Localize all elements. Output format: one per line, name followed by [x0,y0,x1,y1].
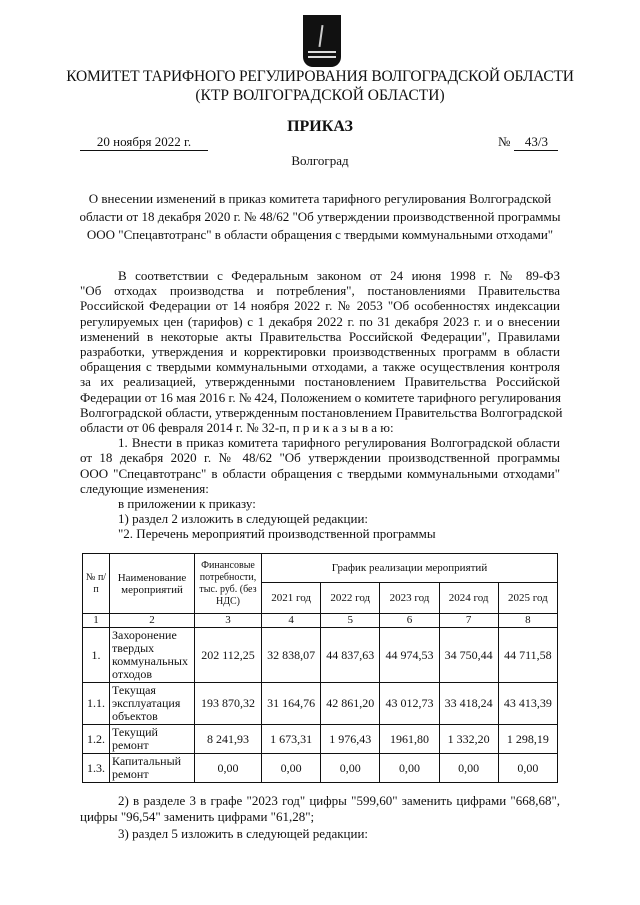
text-line: регулируемых цен (тарифов) с 1 декабря 2022 г. по 31 декабря 2023 г. и о внесении [80,313,560,329]
column-number: 3 [195,614,262,628]
body-text [80,268,563,542]
text-line: за их реализацией, утвержденными постановлением Правительства Российской [80,374,560,390]
row-value: 44 837,63 [321,628,380,683]
table-row [83,754,558,783]
coat-of-arms-emblem [303,15,341,67]
column-number: 6 [380,614,439,628]
text-line: области от 06 февраля 2014 г. № 32-п, п р и к а з ы в а ю: [80,420,394,436]
city: Волгоград [291,153,349,168]
item-1-details [80,496,560,542]
text-line: "Об отходах производства и потребления", постановлениями Правительства [80,283,560,299]
number-value: 43/3 [514,134,558,151]
subject-line: области от 18 декабря 2020 г. № 48/62 "Об утверждении производственной программы [79,209,561,224]
text-line: 1. Внести в приказ комитета тарифного регулирования Волгоградской области [118,435,560,451]
row-name: Капитальный ремонт [110,754,195,783]
row-value: 42 861,20 [321,683,380,725]
year-header: 2025 год [498,583,557,614]
program-table [82,553,558,783]
year-header: 2022 год [321,583,380,614]
text-line: 2) в разделе 3 в графе "2023 год" цифры "599,60" заменить цифрами "668,68", [118,793,560,808]
row-value: 44 974,53 [380,628,439,683]
row-value: 43 413,39 [498,683,557,725]
row-value: 33 418,24 [439,683,498,725]
row-value: 202 112,25 [195,628,262,683]
text-line: Волгоградской области, утвержденным постановлением Правительства Волгоградской [80,404,563,420]
row-value: 0,00 [498,754,557,783]
preamble [80,268,563,436]
year-header: 2021 год [262,583,321,614]
table-row [83,628,558,683]
text-line: обращения с твердыми коммунальными отходами, а также осуществления контроля [80,359,560,375]
year-header: 2023 год [380,583,439,614]
year-header: 2024 год [439,583,498,614]
doc-type: ПРИКАЗ [287,118,353,135]
row-value: 8 241,93 [195,725,262,754]
column-number: 7 [439,614,498,628]
row-num: 1. [83,628,110,683]
header-name: Наименование мероприятий [110,554,195,614]
table-row [83,725,558,754]
text-line: разработки, утверждения и корректировки производственных программ в области [80,344,560,360]
row-value: 0,00 [262,754,321,783]
row-value: 1 332,20 [439,725,498,754]
item-1 [80,435,560,496]
subject [70,190,570,244]
header-fin: Финансовые потребности, тыс. руб. (без НДС) [195,554,262,614]
row-num: 1.3. [83,754,110,783]
row-value: 193 870,32 [195,683,262,725]
row-name: Текущая эксплуатация объектов [110,683,195,725]
row-value: 44 711,58 [498,628,557,683]
amendments [80,793,560,842]
subject-line: О внесении изменений в приказ комитета тарифного регулирования Волгоградской [88,191,552,206]
table-row [83,683,558,725]
row-num: 1.1. [83,683,110,725]
text-line: Российской Федерации от 14 ноября 2022 г. № 2053 "Об особенностях индексации [80,298,560,314]
row-value: 0,00 [321,754,380,783]
committee-title: КОМИТЕТ ТАРИФНОГО РЕГУЛИРОВАНИЯ ВОЛГОГРАДСКОЙ ОБЛАСТИ [66,68,574,85]
text-line: цифры "96,54" заменить цифрами "61,28"; [80,809,315,825]
column-number: 8 [498,614,557,628]
header-num: № п/п [83,554,110,614]
column-number: 5 [321,614,380,628]
text-line: следующие изменения: [80,480,209,496]
text-line: ООО "Спецавтотранс" в области обращения с твердыми коммунальными отходами" [80,465,560,481]
text-line: в приложении к приказу: [118,496,256,512]
row-value: 0,00 [380,754,439,783]
text-line: изменений в некоторые акты Правительства Российской Федерации", Правилами [80,328,560,344]
row-name: Текущий ремонт [110,725,195,754]
text-line: В соответствии с Федеральным законом от 24 июня 1998 г. № 89-ФЗ [118,268,560,283]
text-line: от 18 декабря 2020 г. № 48/62 "Об утверждении производственной программы [80,450,560,466]
doc-number [498,134,558,151]
row-value: 43 012,73 [380,683,439,725]
row-value: 32 838,07 [262,628,321,683]
row-num: 1.2. [83,725,110,754]
column-number: 4 [262,614,321,628]
committee-abbr: (КТР ВОЛГОГРАДСКОЙ ОБЛАСТИ) [195,87,445,104]
doc-date: 20 ноября 2022 г. [80,134,208,151]
header-schedule: График реализации мероприятий [262,554,558,583]
subject-line: ООО "Спецавтотранс" в области обращения с твердыми коммунальными отходами" [86,227,554,242]
row-value: 1 976,43 [321,725,380,754]
row-value: 0,00 [439,754,498,783]
column-number: 2 [110,614,195,628]
row-value: 1 298,19 [498,725,557,754]
row-value: 31 164,76 [262,683,321,725]
row-value: 1961,80 [380,725,439,754]
row-value: 34 750,44 [439,628,498,683]
column-number: 1 [83,614,110,628]
row-name: Захоронение твердых коммунальных отходов [110,628,195,683]
number-label: № [498,134,511,149]
text-line: Федерации от 16 мая 2016 г. № 424, Положением о комитете тарифного регулирования [80,389,561,405]
row-value: 0,00 [195,754,262,783]
text-line: "2. Перечень мероприятий производственной программы [118,526,436,542]
text-line: 3) раздел 5 изложить в следующей редакции: [118,825,369,841]
row-value: 1 673,31 [262,725,321,754]
text-line: 1) раздел 2 изложить в следующей редакции: [118,511,369,527]
